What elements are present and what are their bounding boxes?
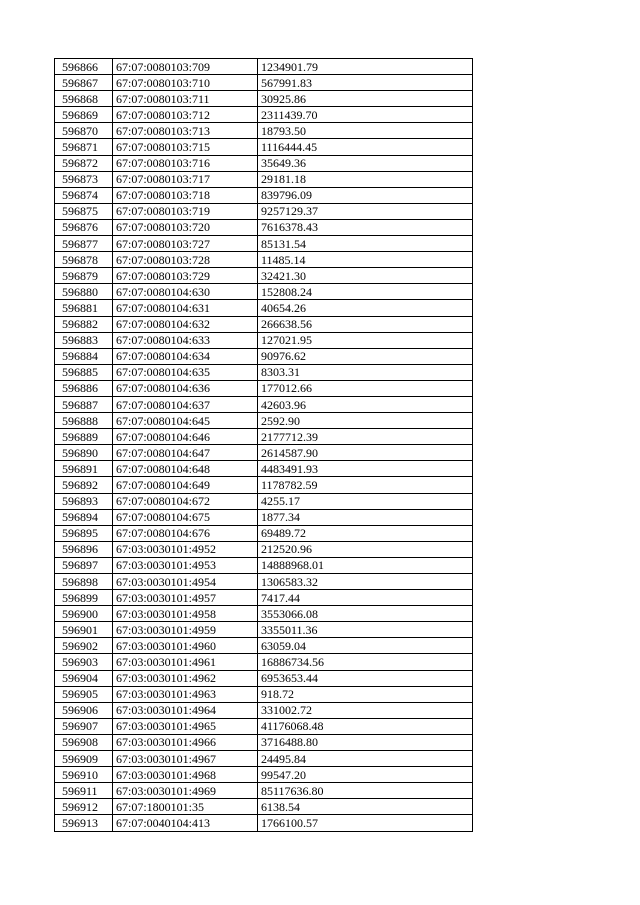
row-number-cell: 596888 [55, 413, 113, 429]
row-number-cell: 596871 [55, 139, 113, 155]
value-cell: 7417.44 [258, 590, 473, 606]
cadastral-number-cell: 67:07:0080103:720 [113, 219, 258, 235]
cadastral-number-cell: 67:03:0030101:4968 [113, 767, 258, 783]
cadastral-number-cell: 67:03:0030101:4967 [113, 751, 258, 767]
row-number-cell: 596912 [55, 799, 113, 815]
cadastral-number-cell: 67:03:0030101:4957 [113, 590, 258, 606]
value-cell: 2614587.90 [258, 445, 473, 461]
value-cell: 9257129.37 [258, 203, 473, 219]
row-number-cell: 596873 [55, 171, 113, 187]
value-cell: 42603.96 [258, 396, 473, 412]
table-row [55, 638, 473, 654]
value-cell: 1234901.79 [258, 59, 473, 75]
cadastral-number-cell: 67:07:0080104:672 [113, 493, 258, 509]
table-row [55, 718, 473, 734]
table-row [55, 284, 473, 300]
table-row [55, 59, 473, 75]
cadastral-number-cell: 67:03:0030101:4969 [113, 783, 258, 799]
value-cell: 6138.54 [258, 799, 473, 815]
value-cell: 2311439.70 [258, 107, 473, 123]
row-number-cell: 596896 [55, 541, 113, 557]
table-row [55, 557, 473, 573]
row-number-cell: 596884 [55, 348, 113, 364]
cadastral-number-cell: 67:07:0080104:675 [113, 509, 258, 525]
table-row [55, 429, 473, 445]
table-row [55, 815, 473, 831]
table-row [55, 219, 473, 235]
cadastral-number-cell: 67:07:0080103:709 [113, 59, 258, 75]
value-cell: 1877.34 [258, 509, 473, 525]
row-number-cell: 596866 [55, 59, 113, 75]
cadastral-number-cell: 67:07:0080103:715 [113, 139, 258, 155]
value-cell: 24495.84 [258, 751, 473, 767]
value-cell: 6953653.44 [258, 670, 473, 686]
cadastral-number-cell: 67:07:0080103:727 [113, 236, 258, 252]
value-cell: 839796.09 [258, 187, 473, 203]
table-row [55, 509, 473, 525]
table-row [55, 91, 473, 107]
row-number-cell: 596900 [55, 606, 113, 622]
table-row [55, 348, 473, 364]
value-cell: 177012.66 [258, 380, 473, 396]
table-row [55, 364, 473, 380]
value-cell: 212520.96 [258, 541, 473, 557]
row-number-cell: 596905 [55, 686, 113, 702]
row-number-cell: 596903 [55, 654, 113, 670]
value-cell: 127021.95 [258, 332, 473, 348]
value-cell: 8303.31 [258, 364, 473, 380]
row-number-cell: 596879 [55, 268, 113, 284]
row-number-cell: 596867 [55, 75, 113, 91]
row-number-cell: 596913 [55, 815, 113, 831]
table-row [55, 702, 473, 718]
value-cell: 3355011.36 [258, 622, 473, 638]
table-row [55, 493, 473, 509]
row-number-cell: 596880 [55, 284, 113, 300]
table-row [55, 380, 473, 396]
value-cell: 41176068.48 [258, 718, 473, 734]
row-number-cell: 596899 [55, 590, 113, 606]
table-row [55, 413, 473, 429]
value-cell: 85131.54 [258, 236, 473, 252]
cadastral-number-cell: 67:07:0080104:645 [113, 413, 258, 429]
cadastral-number-cell: 67:07:0080103:718 [113, 187, 258, 203]
cadastral-number-cell: 67:07:0080103:710 [113, 75, 258, 91]
row-number-cell: 596904 [55, 670, 113, 686]
cadastral-number-cell: 67:03:0030101:4961 [113, 654, 258, 670]
row-number-cell: 596891 [55, 461, 113, 477]
table-row [55, 75, 473, 91]
value-cell: 69489.72 [258, 525, 473, 541]
table-row [55, 622, 473, 638]
table-row [55, 332, 473, 348]
value-cell: 1306583.32 [258, 574, 473, 590]
row-number-cell: 596870 [55, 123, 113, 139]
cadastral-number-cell: 67:07:0080104:631 [113, 300, 258, 316]
table-row [55, 445, 473, 461]
row-number-cell: 596881 [55, 300, 113, 316]
table-row [55, 799, 473, 815]
table-row [55, 252, 473, 268]
cadastral-number-cell: 67:07:0080103:729 [113, 268, 258, 284]
value-cell: 29181.18 [258, 171, 473, 187]
row-number-cell: 596898 [55, 574, 113, 590]
cadastral-number-cell: 67:07:0080104:633 [113, 332, 258, 348]
row-number-cell: 596886 [55, 380, 113, 396]
cadastral-number-cell: 67:07:0080103:728 [113, 252, 258, 268]
cadastral-number-cell: 67:03:0030101:4965 [113, 718, 258, 734]
table-body [55, 59, 473, 832]
value-cell: 3716488.80 [258, 734, 473, 750]
row-number-cell: 596883 [55, 332, 113, 348]
table-row [55, 783, 473, 799]
value-cell: 4483491.93 [258, 461, 473, 477]
table-row [55, 541, 473, 557]
table-row [55, 477, 473, 493]
value-cell: 99547.20 [258, 767, 473, 783]
cadastral-number-cell: 67:03:0030101:4952 [113, 541, 258, 557]
row-number-cell: 596907 [55, 718, 113, 734]
cadastral-number-cell: 67:03:0030101:4964 [113, 702, 258, 718]
cadastral-number-cell: 67:03:0030101:4954 [113, 574, 258, 590]
row-number-cell: 596868 [55, 91, 113, 107]
row-number-cell: 596889 [55, 429, 113, 445]
table-row [55, 734, 473, 750]
table-row [55, 670, 473, 686]
value-cell: 2177712.39 [258, 429, 473, 445]
value-cell: 35649.36 [258, 155, 473, 171]
cadastral-number-cell: 67:07:0080104:630 [113, 284, 258, 300]
table-row [55, 203, 473, 219]
value-cell: 14888968.01 [258, 557, 473, 573]
row-number-cell: 596885 [55, 364, 113, 380]
cadastral-number-cell: 67:07:0080104:648 [113, 461, 258, 477]
row-number-cell: 596893 [55, 493, 113, 509]
row-number-cell: 596911 [55, 783, 113, 799]
cadastral-number-cell: 67:07:0080103:717 [113, 171, 258, 187]
row-number-cell: 596872 [55, 155, 113, 171]
cadastral-number-cell: 67:03:0030101:4959 [113, 622, 258, 638]
cadastral-number-cell: 67:07:0080104:649 [113, 477, 258, 493]
table-row [55, 107, 473, 123]
value-cell: 918.72 [258, 686, 473, 702]
value-cell: 7616378.43 [258, 219, 473, 235]
value-cell: 1766100.57 [258, 815, 473, 831]
row-number-cell: 596902 [55, 638, 113, 654]
row-number-cell: 596894 [55, 509, 113, 525]
value-cell: 567991.83 [258, 75, 473, 91]
cadastral-number-cell: 67:07:0080103:719 [113, 203, 258, 219]
table-row [55, 767, 473, 783]
table-row [55, 396, 473, 412]
row-number-cell: 596892 [55, 477, 113, 493]
row-number-cell: 596875 [55, 203, 113, 219]
table-row [55, 461, 473, 477]
cadastral-number-cell: 67:07:0080103:712 [113, 107, 258, 123]
cadastral-number-cell: 67:07:0080103:716 [113, 155, 258, 171]
row-number-cell: 596909 [55, 751, 113, 767]
value-cell: 3553066.08 [258, 606, 473, 622]
cadastral-number-cell: 67:07:0080103:713 [113, 123, 258, 139]
row-number-cell: 596882 [55, 316, 113, 332]
row-number-cell: 596910 [55, 767, 113, 783]
value-cell: 90976.62 [258, 348, 473, 364]
cadastral-number-cell: 67:07:0080103:711 [113, 91, 258, 107]
table-row [55, 268, 473, 284]
table-row [55, 751, 473, 767]
row-number-cell: 596895 [55, 525, 113, 541]
cadastral-number-cell: 67:03:0030101:4953 [113, 557, 258, 573]
value-cell: 85117636.80 [258, 783, 473, 799]
cadastral-number-cell: 67:07:0080104:676 [113, 525, 258, 541]
value-cell: 2592.90 [258, 413, 473, 429]
table-row [55, 300, 473, 316]
table-row [55, 123, 473, 139]
table-row [55, 590, 473, 606]
row-number-cell: 596908 [55, 734, 113, 750]
value-cell: 32421.30 [258, 268, 473, 284]
table-row [55, 316, 473, 332]
value-cell: 1116444.45 [258, 139, 473, 155]
cadastral-number-cell: 67:07:1800101:35 [113, 799, 258, 815]
table-row [55, 654, 473, 670]
cadastral-value-table [54, 58, 473, 832]
row-number-cell: 596876 [55, 219, 113, 235]
value-cell: 331002.72 [258, 702, 473, 718]
value-cell: 4255.17 [258, 493, 473, 509]
row-number-cell: 596877 [55, 236, 113, 252]
table-row [55, 606, 473, 622]
row-number-cell: 596878 [55, 252, 113, 268]
value-cell: 266638.56 [258, 316, 473, 332]
cadastral-number-cell: 67:03:0030101:4958 [113, 606, 258, 622]
row-number-cell: 596887 [55, 396, 113, 412]
table-row [55, 525, 473, 541]
cadastral-number-cell: 67:03:0030101:4960 [113, 638, 258, 654]
table-row [55, 686, 473, 702]
table-row [55, 187, 473, 203]
table-row [55, 155, 473, 171]
row-number-cell: 596869 [55, 107, 113, 123]
table-row [55, 139, 473, 155]
row-number-cell: 596897 [55, 557, 113, 573]
value-cell: 40654.26 [258, 300, 473, 316]
cadastral-number-cell: 67:03:0030101:4963 [113, 686, 258, 702]
value-cell: 30925.86 [258, 91, 473, 107]
row-number-cell: 596874 [55, 187, 113, 203]
table-row [55, 236, 473, 252]
cadastral-number-cell: 67:07:0080104:647 [113, 445, 258, 461]
cadastral-number-cell: 67:07:0080104:637 [113, 396, 258, 412]
value-cell: 1178782.59 [258, 477, 473, 493]
value-cell: 63059.04 [258, 638, 473, 654]
cadastral-number-cell: 67:07:0080104:635 [113, 364, 258, 380]
row-number-cell: 596906 [55, 702, 113, 718]
value-cell: 16886734.56 [258, 654, 473, 670]
value-cell: 152808.24 [258, 284, 473, 300]
cadastral-number-cell: 67:07:0080104:634 [113, 348, 258, 364]
value-cell: 11485.14 [258, 252, 473, 268]
cadastral-number-cell: 67:07:0040104:413 [113, 815, 258, 831]
table-row [55, 574, 473, 590]
cadastral-number-cell: 67:07:0080104:636 [113, 380, 258, 396]
table-row [55, 171, 473, 187]
value-cell: 18793.50 [258, 123, 473, 139]
cadastral-number-cell: 67:07:0080104:646 [113, 429, 258, 445]
row-number-cell: 596901 [55, 622, 113, 638]
cadastral-number-cell: 67:03:0030101:4966 [113, 734, 258, 750]
row-number-cell: 596890 [55, 445, 113, 461]
cadastral-number-cell: 67:03:0030101:4962 [113, 670, 258, 686]
cadastral-number-cell: 67:07:0080104:632 [113, 316, 258, 332]
